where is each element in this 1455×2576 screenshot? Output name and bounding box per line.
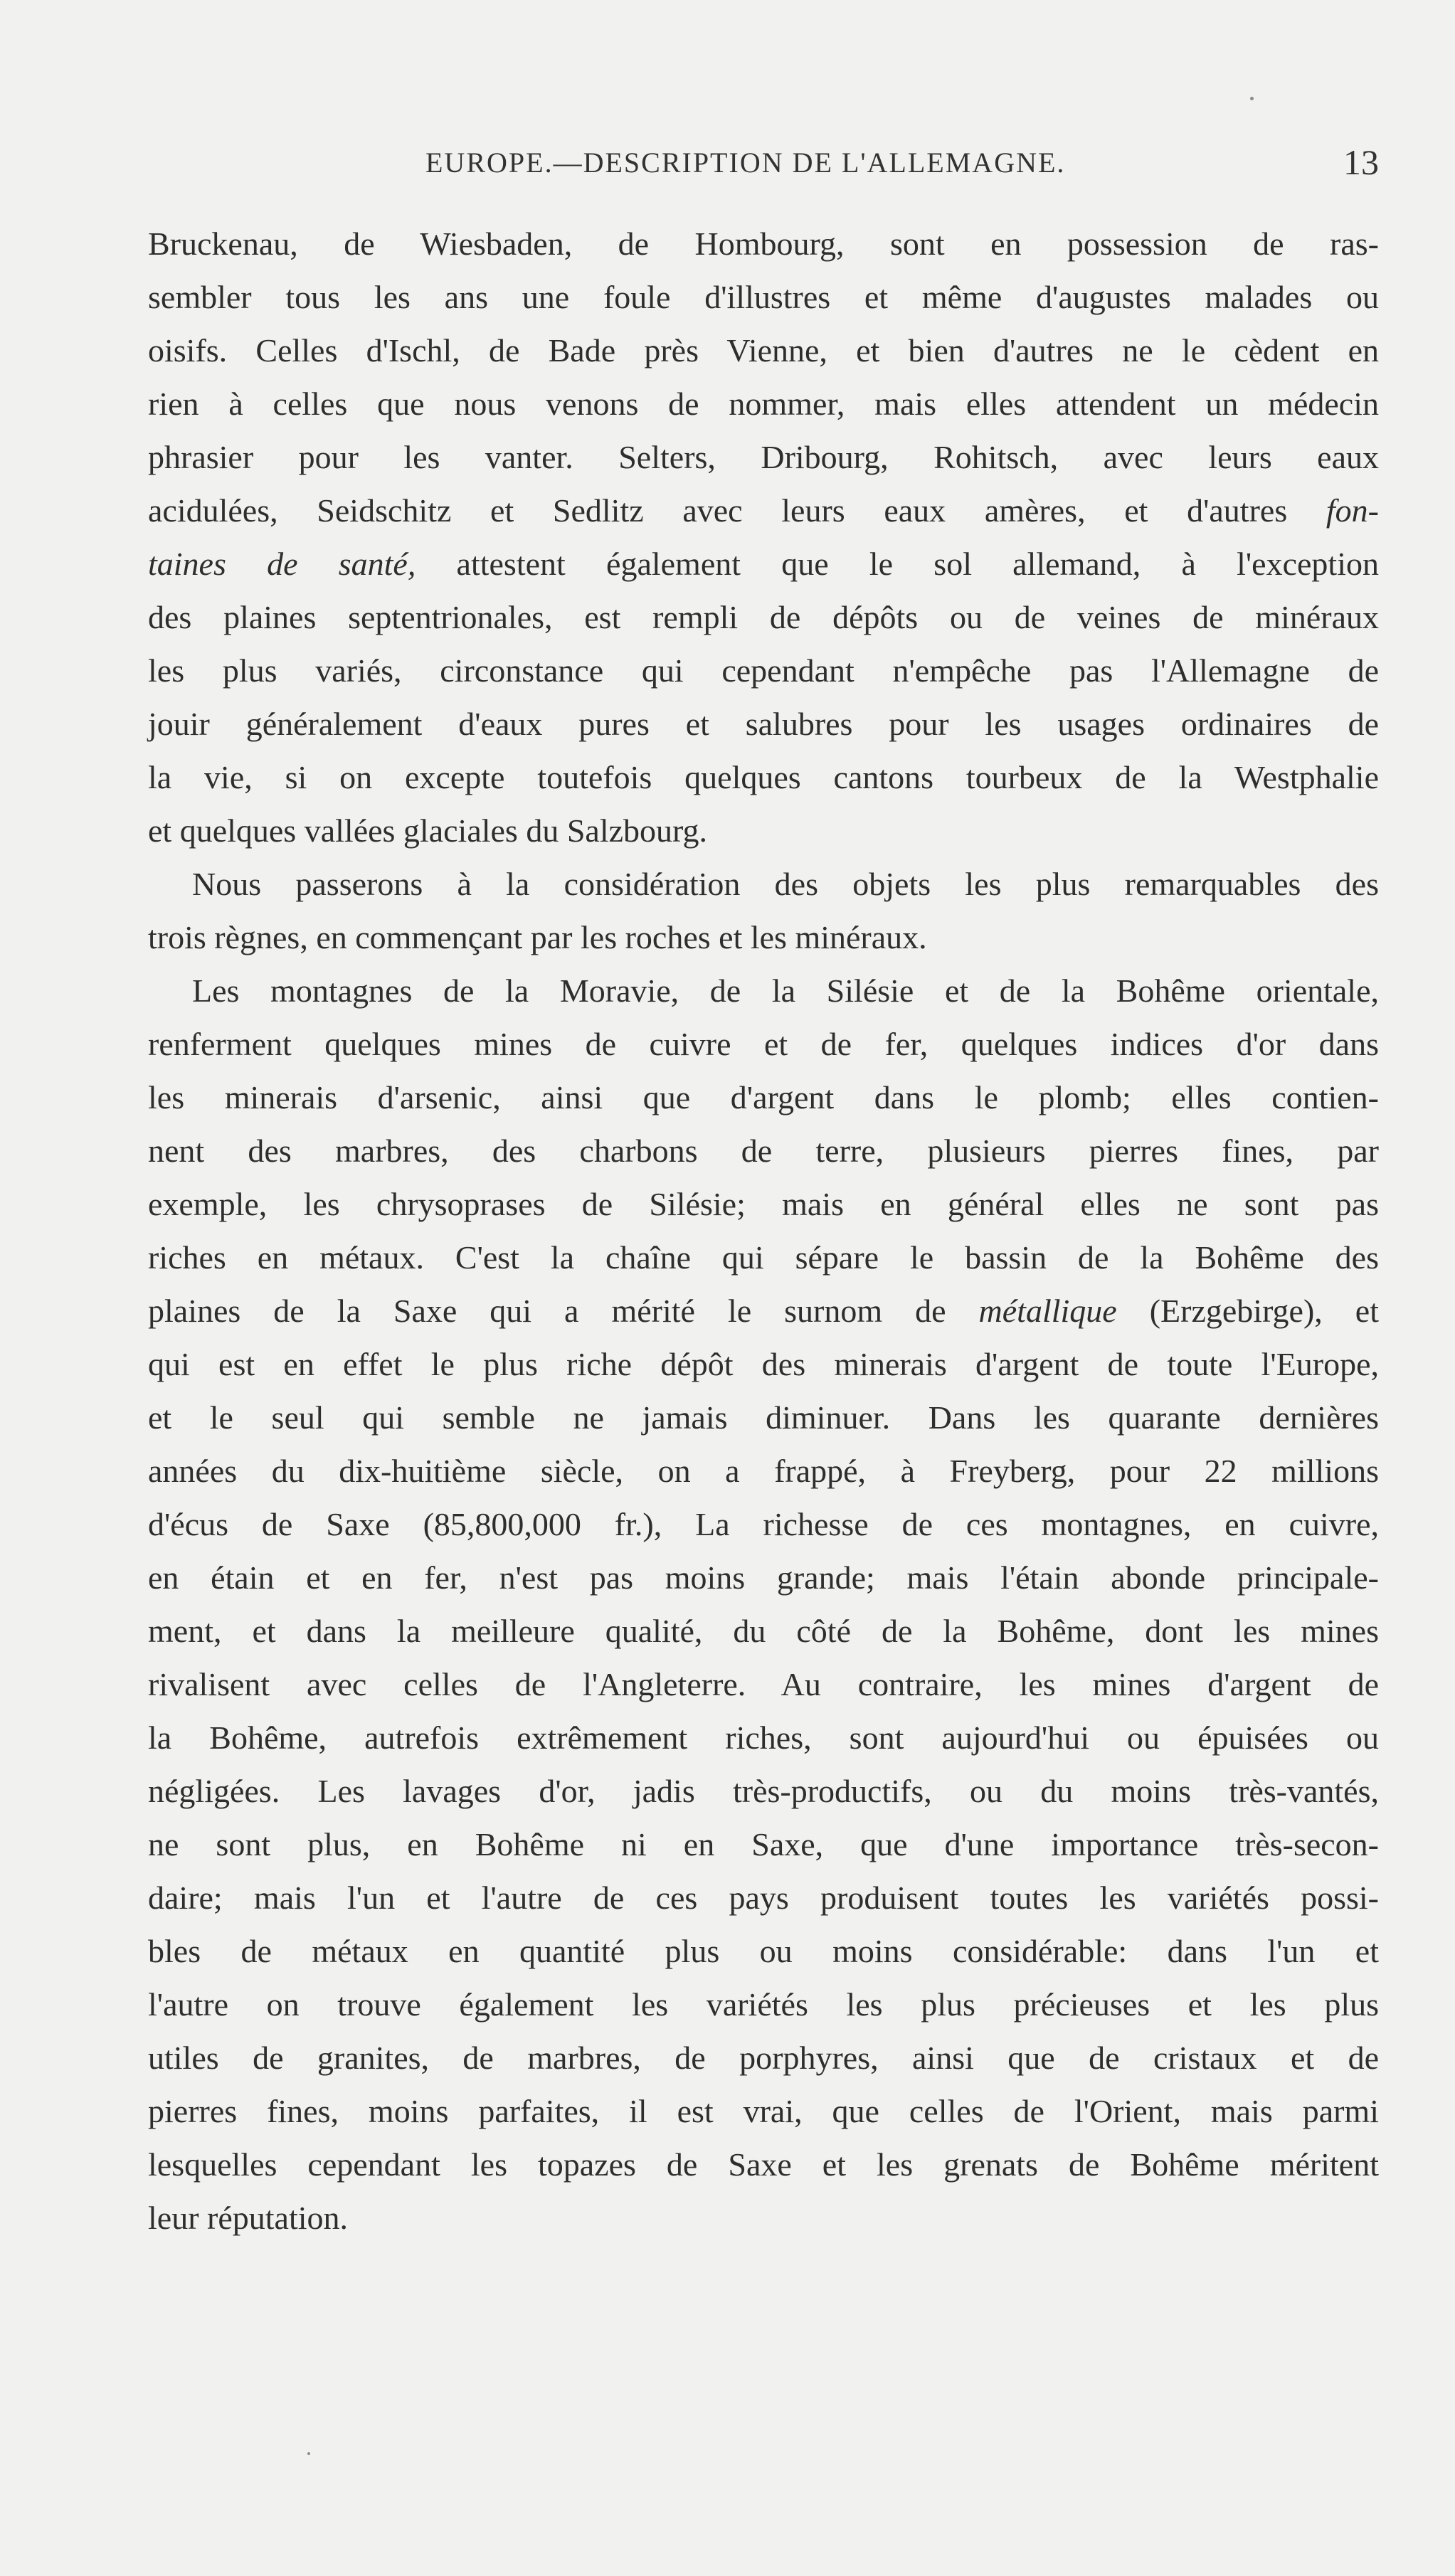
text-line <box>148 857 1379 911</box>
text-line <box>148 1444 1379 1498</box>
text-run: et le seul qui semble ne jamais diminuer. Dans les quarante dernières <box>148 1399 1379 1436</box>
text-line <box>148 804 1379 857</box>
text-line <box>148 1017 1379 1071</box>
text-run: en étain et en fer, n'est pas moins grande; mais l'étain abonde principale- <box>148 1559 1379 1596</box>
body-text <box>148 217 1379 2244</box>
text-line <box>148 644 1379 697</box>
text-line <box>148 377 1379 430</box>
text-run: sembler tous les ans une foule d'illustres et même d'augustes malades ou <box>148 279 1379 315</box>
text-run: renferment quelques mines de cuivre et de fer, quelques indices d'or dans <box>148 1026 1379 1062</box>
text-run: qui est en effet le plus riche dépôt des minerais d'argent de toute l'Europe, <box>148 1346 1379 1382</box>
text-line <box>148 2084 1379 2138</box>
text-run: des plaines septentrionales, est rempli de dépôts ou de veines de minéraux <box>148 599 1379 635</box>
text-line <box>148 911 1379 964</box>
text-run: négligées. Les lavages d'or, jadis très-productifs, ou du moins très-vantés, <box>148 1773 1379 1809</box>
text-line <box>148 1658 1379 1711</box>
text-line <box>148 1231 1379 1284</box>
text-line <box>148 484 1379 537</box>
text-run: exemple, les chrysoprases de Silésie; mais en général elles ne sont pas <box>148 1186 1379 1222</box>
text-run: Bruckenau, de Wiesbaden, de Hombourg, sont en possession de ras- <box>148 226 1379 262</box>
text-run: années du dix-huitième siècle, on a frappé, à Freyberg, pour 22 millions <box>148 1453 1379 1489</box>
text-line <box>148 270 1379 324</box>
text-run: rien à celles que nous venons de nommer, mais elles attendent un médecin <box>148 386 1379 422</box>
text-run: rivalisent avec celles de l'Angleterre. Au contraire, les mines d'argent de <box>148 1666 1379 1702</box>
paper-speck <box>1250 97 1254 100</box>
text-line <box>148 1871 1379 1924</box>
text-line <box>148 2138 1379 2191</box>
text-run: oisifs. Celles d'Ischl, de Bade près Vienne, et bien d'autres ne le cèdent en <box>148 332 1379 369</box>
text-run: attestent également que le sol allemand, à l'exception <box>416 546 1379 582</box>
text-line <box>148 590 1379 644</box>
text-line <box>148 1177 1379 1231</box>
text-line <box>148 1498 1379 1551</box>
text-run: la vie, si on excepte toutefois quelques cantons tourbeux de la Westphalie <box>148 759 1379 795</box>
text-run: acidulées, Seidschitz et Sedlitz avec leurs eaux amères, et d'autres <box>148 492 1326 529</box>
text-run: ne sont plus, en Bohême ni en Saxe, que d'une importance très-secon- <box>148 1826 1379 1862</box>
text-line <box>148 1284 1379 1337</box>
text-run: les plus variés, circonstance qui cependant n'empêche pas l'Allemagne de <box>148 652 1379 689</box>
italic-text: fon- <box>1326 492 1379 529</box>
text-run: Nous passerons à la considération des objets les plus remarquables des <box>192 866 1379 902</box>
text-line <box>148 1337 1379 1391</box>
text-line <box>148 1071 1379 1124</box>
running-title: EUROPE.—DESCRIPTION DE L'ALLEMAGNE. <box>425 147 1066 179</box>
text-run: phrasier pour les vanter. Selters, Dribourg, Rohitsch, avec leurs eaux <box>148 439 1379 475</box>
text-run: (Erzgebirge), et <box>1116 1293 1379 1329</box>
text-run: les minerais d'arsenic, ainsi que d'argent dans le plomb; elles contien- <box>148 1079 1379 1115</box>
text-run: bles de métaux en quantité plus ou moins considérable: dans l'un et <box>148 1933 1379 1969</box>
text-run: leur réputation. <box>148 2200 349 2236</box>
page-number: 13 <box>1343 142 1379 182</box>
text-line <box>148 1551 1379 1604</box>
text-run: trois règnes, en commençant par les roches et les minéraux. <box>148 919 927 955</box>
text-line <box>148 1924 1379 1978</box>
text-line <box>148 324 1379 377</box>
text-line <box>148 217 1379 270</box>
text-line <box>148 1604 1379 1658</box>
text-line <box>148 964 1379 1017</box>
text-line <box>148 2031 1379 2084</box>
text-run: plaines de la Saxe qui a mérité le surnom de <box>148 1293 979 1329</box>
text-line <box>148 751 1379 804</box>
text-run: utiles de granites, de marbres, de porphyres, ainsi que de cristaux et de <box>148 2040 1379 2076</box>
text-line <box>148 1818 1379 1871</box>
paper-speck <box>307 2452 310 2455</box>
text-run: nent des marbres, des charbons de terre, plusieurs pierres fines, par <box>148 1133 1379 1169</box>
text-run: lesquelles cependant les topazes de Saxe et les grenats de Bohême méritent <box>148 2146 1379 2183</box>
text-line <box>148 1978 1379 2031</box>
text-run: l'autre on trouve également les variétés les plus précieuses et les plus <box>148 1986 1379 2023</box>
text-run: jouir généralement d'eaux pures et salubres pour les usages ordinaires de <box>148 706 1379 742</box>
text-line <box>148 1124 1379 1177</box>
running-head <box>148 142 1379 189</box>
text-line <box>148 537 1379 590</box>
italic-text: taines de santé, <box>148 546 416 582</box>
text-run: riches en métaux. C'est la chaîne qui sépare le bassin de la Bohême des <box>148 1239 1379 1276</box>
text-line <box>148 1711 1379 1764</box>
text-line <box>148 430 1379 484</box>
italic-text: métallique <box>978 1293 1117 1329</box>
text-run: ment, et dans la meilleure qualité, du côté de la Bohême, dont les mines <box>148 1613 1379 1649</box>
text-line <box>148 2191 1379 2244</box>
text-run: daire; mais l'un et l'autre de ces pays produisent toutes les variétés possi- <box>148 1880 1379 1916</box>
text-run: d'écus de Saxe (85,800,000 fr.), La richesse de ces montagnes, en cuivre, <box>148 1506 1379 1542</box>
text-line <box>148 1764 1379 1818</box>
text-run: et quelques vallées glaciales du Salzbourg. <box>148 812 708 849</box>
text-line <box>148 697 1379 751</box>
text-line <box>148 1391 1379 1444</box>
text-run: Les montagnes de la Moravie, de la Silésie et de la Bohême orientale, <box>192 972 1379 1009</box>
text-run: pierres fines, moins parfaites, il est vrai, que celles de l'Orient, mais parmi <box>148 2093 1379 2129</box>
text-run: la Bohême, autrefois extrêmement riches, sont aujourd'hui ou épuisées ou <box>148 1719 1379 1756</box>
